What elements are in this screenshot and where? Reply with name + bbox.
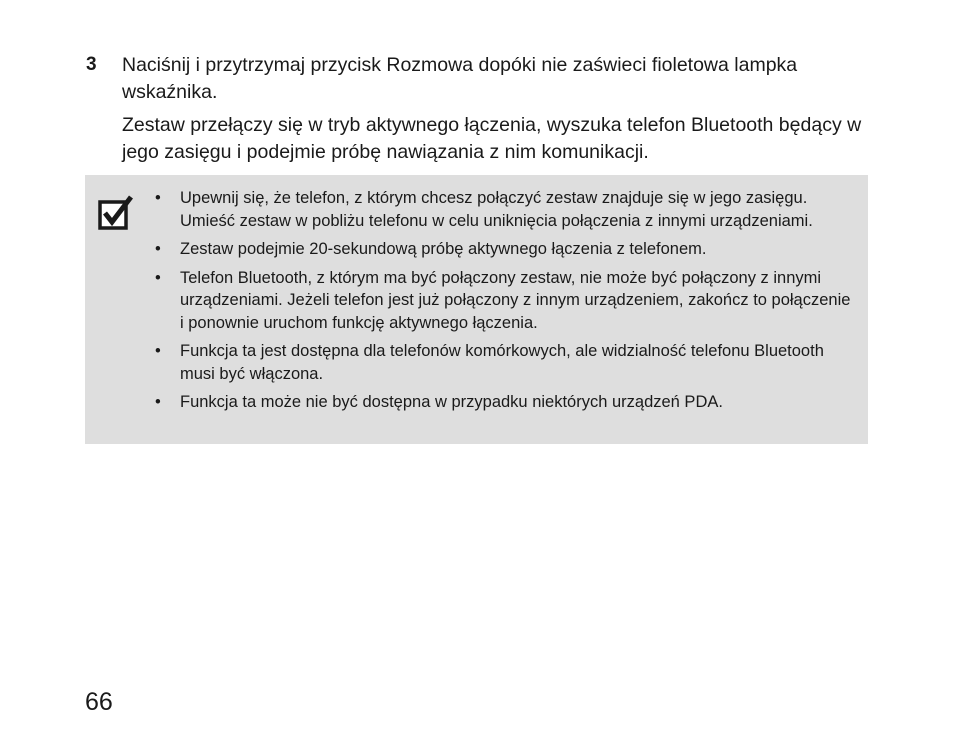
step-number: 3 <box>86 54 97 75</box>
note-item <box>155 391 855 414</box>
note-item <box>155 267 855 335</box>
note-item-text: Funkcja ta może nie być dostępna w przypadku niektórych urządzeń PDA. <box>180 393 723 411</box>
note-item <box>155 340 855 385</box>
step-paragraph: Naciśnij i przytrzymaj przycisk Rozmowa dopóki nie zaświeci fioletowa lampka wskaźnika. <box>122 54 798 103</box>
bullet-icon: • <box>155 240 161 258</box>
step-block <box>86 52 876 172</box>
note-item <box>155 238 855 261</box>
note-item-text: Zestaw podejmie 20-sekundową próbę aktywnego łączenia z telefonem. <box>180 240 707 258</box>
note-item-text: Funkcja ta jest dostępna dla telefonów komórkowych, ale widzialność telefonu Bluetooth musi być włączona. <box>180 342 824 383</box>
note-box <box>85 175 868 444</box>
page-number: 66 <box>85 688 113 716</box>
step-text <box>122 52 876 166</box>
checkbox-note-icon <box>97 193 135 231</box>
note-item <box>155 187 855 232</box>
note-item-text: Telefon Bluetooth, z którym ma być połączony zestaw, nie może być połączony z innymi urządzeniami. Jeżeli telefon jest już połączony z innym urządzeniem, zakończ to połączenie i ponownie uruchom funkcję aktywnego łączenia. <box>180 268 851 332</box>
bullet-icon: • <box>155 342 161 360</box>
bullet-icon: • <box>155 189 161 207</box>
step-paragraph: Zestaw przełączy się w tryb aktywnego łączenia, wyszuka telefon Bluetooth będący w jego zasięgu i podejmie próbę nawiązania z nim komunikacji. <box>122 114 862 163</box>
note-item-text: Upewnij się, że telefon, z którym chcesz połączyć zestaw znajduje się w jego zasięgu. Umieść zestaw w pobliżu telefonu w celu uniknięcia połączenia z innymi urządzeniami. <box>180 189 813 230</box>
bullet-icon: • <box>155 268 161 287</box>
bullet-icon: • <box>155 393 161 411</box>
note-list <box>155 187 855 420</box>
